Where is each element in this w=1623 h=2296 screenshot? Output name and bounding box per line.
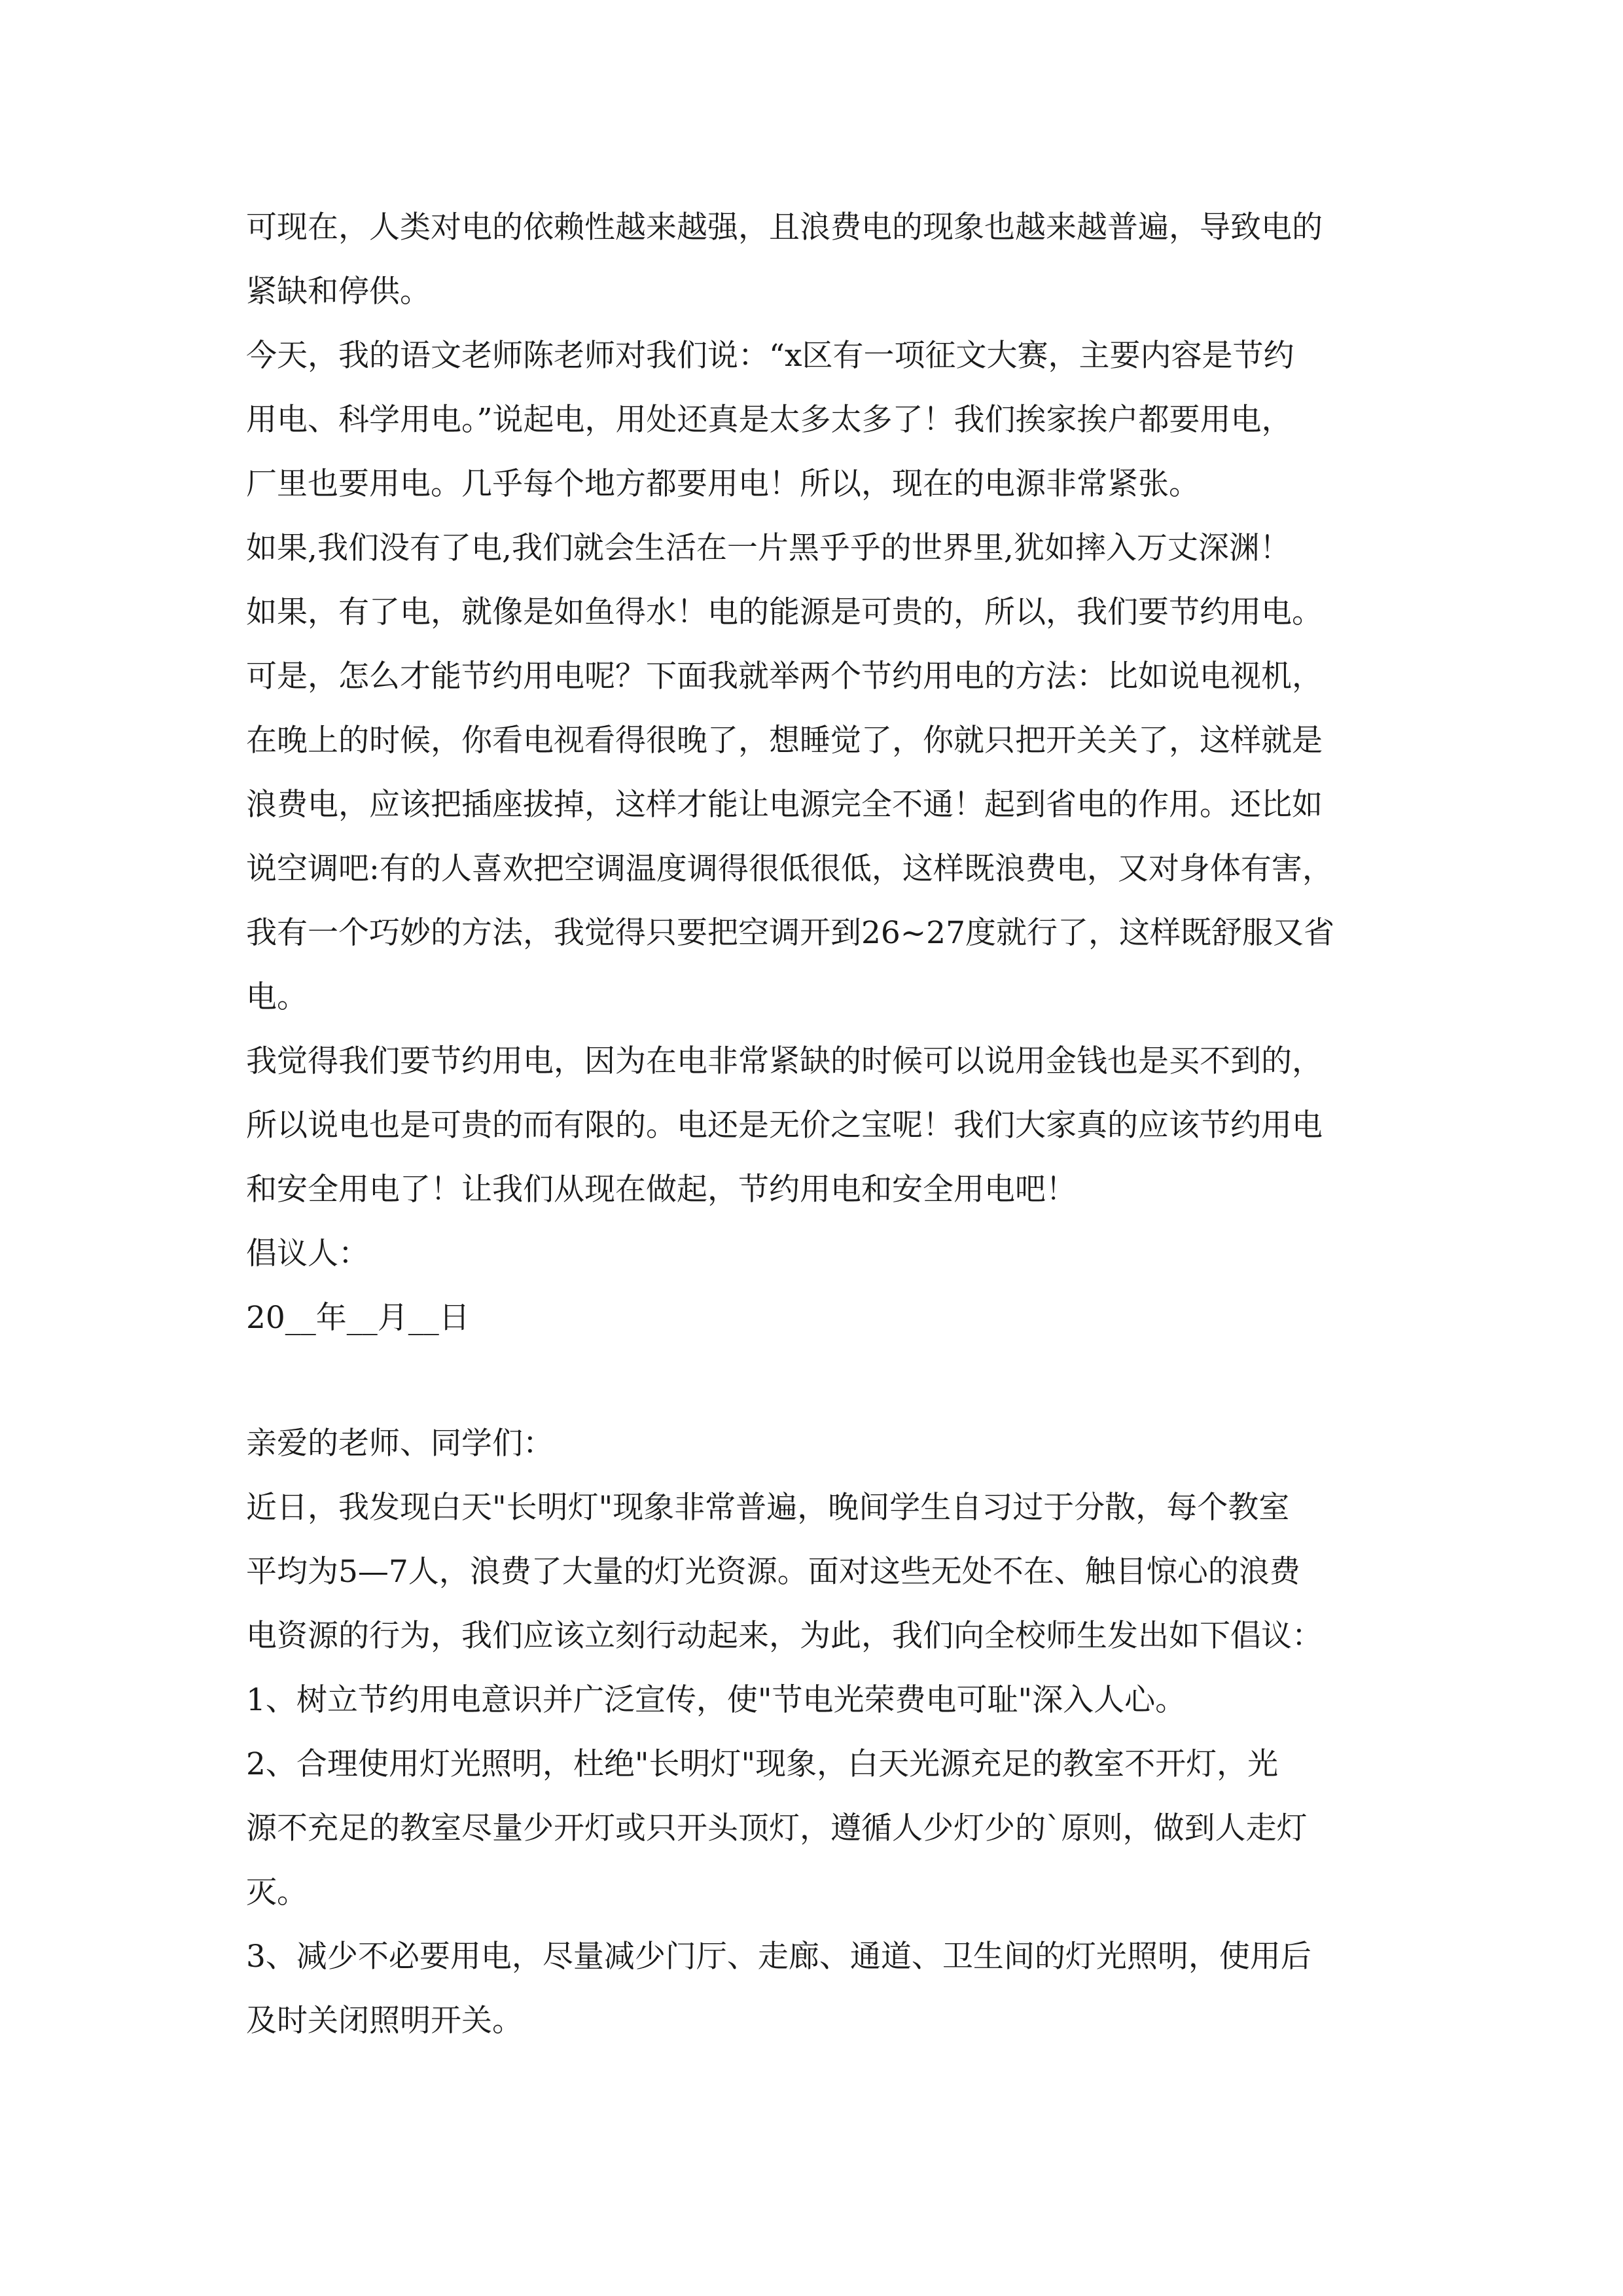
text-line: 我觉得我们要节约用电，因为在电非常紧缺的时候可以说用金钱也是买不到的， — [246, 1043, 1323, 1079]
text-line: 浪费电，应该把插座拔掉，这样才能让电源完全不通！起到省电的作用。还比如 — [246, 787, 1323, 823]
text-line: 如果,我们没有了电,我们就会生活在一片黑乎乎的世界里,犹如摔入万丈深渊！ — [246, 530, 1291, 566]
date-line: 20__年__月__日 — [246, 1300, 470, 1336]
text-line: 电。 — [246, 979, 308, 1015]
text-line: 所以说电也是可贵的而有限的。电还是无价之宝呢！我们大家真的应该节约用电 — [246, 1107, 1323, 1143]
list-item: 2、合理使用灯光照明，杜绝"长明灯"现象，白天光源充足的教室不开灯，光 — [246, 1746, 1279, 1782]
text-line: 近日，我发现白天"长明灯"现象非常普遍，晚间学生自习过于分散，每个教室 — [246, 1490, 1290, 1526]
salutation: 亲爱的老师、同学们： — [246, 1426, 554, 1462]
text-line: 在晚上的时候，你看电视看得很晚了，想睡觉了，你就只把开关关了，这样就是 — [246, 723, 1323, 759]
text-line: 电资源的行为，我们应该立刻行动起来，为此，我们向全校师生发出如下倡议： — [246, 1618, 1323, 1654]
text-line: 厂里也要用电。几乎每个地方都要用电！所以，现在的电源非常紧张。 — [246, 466, 1200, 502]
text-line: 可是，怎么才能节约用电呢？下面我就举两个节约用电的方法：比如说电视机， — [246, 658, 1323, 694]
text-line: 我有一个巧妙的方法，我觉得只要把空调开到26~27度就行了，这样既舒服又省 — [246, 915, 1334, 951]
text-line: 可现在，人类对电的依赖性越来越强，且浪费电的现象也越来越普遍，导致电的 — [246, 209, 1323, 245]
text-line: 和安全用电了！让我们从现在做起，节约用电和安全用电吧！ — [246, 1172, 1077, 1208]
text-line: 用电、科学用电。”说起电，用处还真是太多太多了！我们挨家挨户都要用电， — [246, 402, 1293, 438]
list-item: 3、减少不必要用电，尽量减少门厅、走廊、通道、卫生间的灯光照明，使用后 — [246, 1939, 1311, 1975]
text-line: 源不充足的教室尽量少开灯或只开头顶灯，遵循人少灯少的`原则，做到人走灯 — [246, 1810, 1308, 1846]
text-line: 今天，我的语文老师陈老师对我们说：“x区有一项征文大赛，主要内容是节约 — [246, 338, 1294, 374]
text-line: 灭。 — [246, 1874, 308, 1910]
text-line: 及时关闭照明开关。 — [246, 2003, 523, 2039]
text-line: 说空调吧:有的人喜欢把空调温度调得很低很低，这样既浪费电，又对身体有害， — [246, 851, 1333, 887]
list-item: 1、树立节约用电意识并广泛宣传，使"节电光荣费电可耻"深入人心。 — [246, 1682, 1186, 1718]
text-line: 如果，有了电，就像是如鱼得水！电的能源是可贵的，所以，我们要节约用电。 — [246, 594, 1323, 630]
text-line: 紧缺和停供。 — [246, 274, 431, 310]
signature-label: 倡议人： — [246, 1236, 369, 1272]
text-line: 平均为5—7人，浪费了大量的灯光资源。面对这些无处不在、触目惊心的浪费 — [246, 1554, 1300, 1590]
